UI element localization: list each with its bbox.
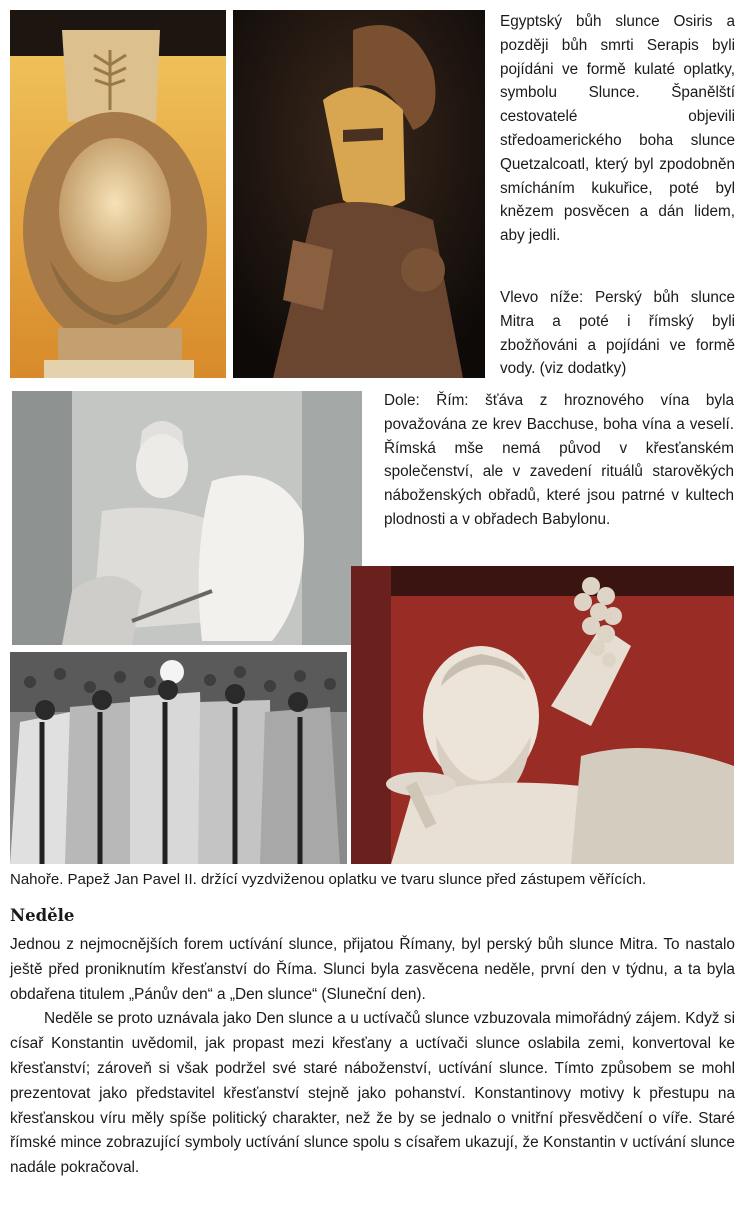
serapis-bust-photo xyxy=(10,10,226,378)
section-heading: Neděle xyxy=(10,906,75,925)
pope-photo-caption: Nahoře. Papež Jan Pavel II. držící vyzdviženou oplatku ve tvaru slunce před zástupem věřících. xyxy=(10,871,647,888)
paragraph-1: Jednou z nejmocnějších forem uctívání slunce, přijatou Římany, byl perský bůh slunce Mitra. To nastalo ještě před proniknutím křesťanství do Říma. Slunci byla zasvěcena neděle, první den v týdnu, a ta byla obdařena titulem „Pánův den“ a „Den slunce“ (Sluneční den). xyxy=(10,936,735,1003)
sun-god-wafer-paragraph: Egyptský bůh slunce Osiris a později bůh smrti Serapis byli pojídáni ve formě kulaté oplatky, symbolu Slunce. Španělští cestovatelé objevili středoamerického boha slunce Quetzalcoatl, který byl zpodobněn smícháním kukuřice, poté byl knězem posvěcen a dán lidem, aby jedli. xyxy=(500,13,735,245)
mithra-description: Vlevo níže: Perský bůh slunce Mitra a poté i římský byli zbožňováni a pojídáni ve formě vody. (viz dodatky) xyxy=(500,289,735,378)
bacchus-statue-with-grapes-photo xyxy=(351,566,734,864)
mithras-bull-slaying-statue-photo xyxy=(12,391,362,645)
pope-elevating-host-crowd-photo xyxy=(10,652,347,864)
paragraph-2: Neděle se proto uznávala jako Den slunce a u uctívačů slunce vzbuzovala mimořádný zájem. Když si císař Konstantin uvědomil, jak propast mezi křesťany a uctívači slunce oslabila zemi, konvertoval ke křesťanství; zároveň si však podržel své staré náboženství, uctívání slunce. Tímto způsobem se mohl prezentovat jako představitel křesťanství stejně jako pohanství. Konstantinovy motivy k přestupu na křesťanskou víru měly spíše politický charakter, než že by se jednalo o vnitřní přesvědčení o víře. Staré římské mince zobrazující symboly uctívání slunce spolu s císařem ukazují, že Konstantin v uctívání slunce nadále pokračoval. xyxy=(10,1010,735,1177)
body-text xyxy=(10,933,735,1181)
mayan-sun-god-statue-photo xyxy=(233,10,485,378)
bacchus-description: Dole: Řím: šťáva z hroznového vína byla považována ze krev Bacchuse, boha vína a veselí. Římská mše nemá původ v křesťanském společenství, ale v zavedení rituálů starověkých náboženských obřadů, které jsou patrné v kultech plodnosti a v obřadech Babylonu. xyxy=(384,392,734,528)
